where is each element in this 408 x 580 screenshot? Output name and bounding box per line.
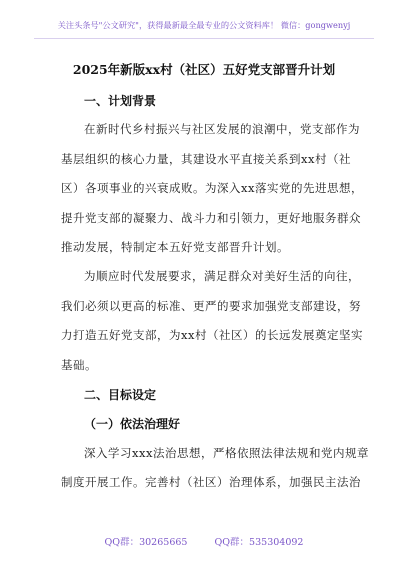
paragraph-line: 推动发展，特制定本五好党支部晋升计划。	[61, 240, 289, 254]
paragraph-line: 基础。	[61, 358, 97, 372]
document-title: 2025年新版xx村（社区）五好党支部晋升计划	[72, 62, 336, 77]
paragraph-line: 在新时代乡村振兴与社区发展的浪潮中，党支部作为	[84, 122, 360, 136]
footer-contact	[0, 534, 408, 548]
footer-qq-group-1: QQ群：30265665	[104, 537, 188, 548]
section-heading-background: 一、计划背景	[84, 94, 157, 108]
paragraph-line: 力打造五好党支部，为xx村（社区）的长远发展奠定坚实	[61, 328, 363, 342]
paragraph-line: 制度开展工作。完善村（社区）治理体系，加强民主法治	[61, 475, 361, 489]
paragraph-line: 我们必须以更高的标准、更严的要求加强党支部建设，努	[61, 299, 361, 313]
header-divider	[34, 38, 374, 39]
subsection-heading-rule-of-law: （一）依法治理好	[84, 417, 181, 431]
header-banner: 关注头条号"公文研究"，获得最新最全最专业的公文资料库！ 微信：gongwenyj	[57, 20, 351, 30]
footer-qq-group-2: QQ群：535304092	[214, 537, 304, 548]
paragraph-line: 深入学习xxx法治思想，严格依照法律法规和党内规章	[84, 446, 369, 460]
paragraph-line: 区）各项事业的兴衰成败。为深入xx落实党的先进思想，	[61, 181, 363, 195]
paragraph-line: 为顺应时代发展要求，满足群众对美好生活的向往，	[84, 269, 360, 283]
section-heading-goals: 二、目标设定	[84, 388, 157, 402]
paragraph-line: 基层组织的核心力量，其建设水平直接关系到xx村（社	[61, 152, 351, 166]
paragraph-line: 提升党支部的凝聚力、战斗力和引领力，更好地服务群众	[61, 211, 361, 225]
